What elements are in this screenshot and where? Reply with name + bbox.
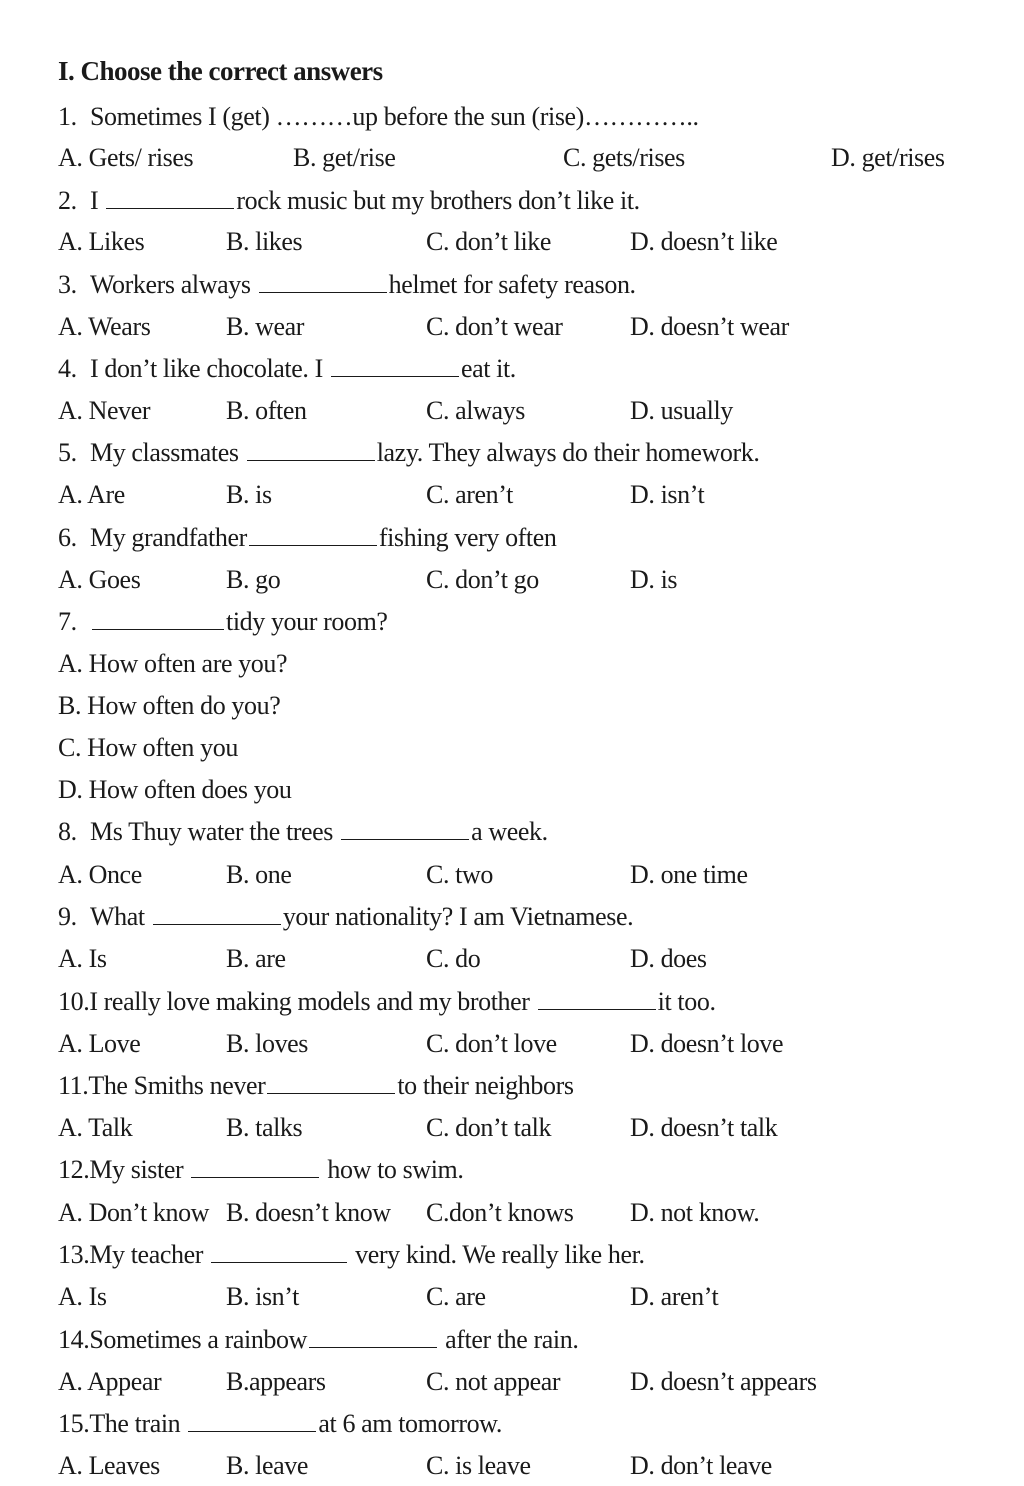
question-number: 8. bbox=[58, 817, 77, 846]
question-text: Workers always bbox=[90, 270, 257, 299]
answer-blank[interactable] bbox=[188, 1411, 316, 1432]
option-b[interactable]: B. wear bbox=[226, 312, 305, 341]
question-number: 14. bbox=[58, 1325, 90, 1354]
answer-blank[interactable] bbox=[267, 1073, 395, 1094]
question-13 bbox=[58, 1235, 645, 1275]
option-a[interactable]: A. Are bbox=[58, 480, 125, 509]
option-d[interactable]: D. is bbox=[630, 565, 678, 594]
option-c[interactable]: C. do bbox=[426, 944, 481, 973]
question-text: very kind. We really like her. bbox=[349, 1240, 645, 1269]
question-number: 12. bbox=[58, 1155, 90, 1184]
option-b[interactable]: B. get/rise bbox=[293, 143, 396, 172]
option-d[interactable]: D. doesn’t wear bbox=[630, 312, 789, 341]
option-d[interactable]: D. doesn’t talk bbox=[630, 1113, 778, 1142]
question-dots: ………….. bbox=[583, 102, 699, 131]
question-text: Sometimes a rainbow bbox=[89, 1325, 308, 1354]
question-number: 13. bbox=[58, 1240, 90, 1269]
option-a[interactable]: A. Likes bbox=[58, 227, 145, 256]
question-text: The Smiths never bbox=[88, 1071, 266, 1100]
question-11 bbox=[58, 1066, 574, 1106]
question-7 bbox=[58, 602, 388, 642]
question-text: your nationality? I am Vietnamese. bbox=[282, 902, 634, 931]
answer-blank[interactable] bbox=[191, 1157, 319, 1178]
question-number: 4. bbox=[58, 354, 77, 383]
option-b[interactable]: B. leave bbox=[226, 1451, 308, 1480]
option-d[interactable]: D. not know. bbox=[630, 1198, 760, 1227]
option-d[interactable]: D. aren’t bbox=[630, 1282, 719, 1311]
question-text: I bbox=[90, 186, 105, 215]
answer-blank[interactable] bbox=[331, 356, 459, 377]
option-c[interactable]: C. How often you bbox=[58, 733, 238, 762]
option-a[interactable]: A. Is bbox=[58, 1282, 107, 1311]
question-text: it too. bbox=[657, 987, 716, 1016]
option-a[interactable]: A. Goes bbox=[58, 565, 141, 594]
question-text: The train bbox=[89, 1409, 187, 1438]
option-b[interactable]: B. doesn’t know bbox=[226, 1198, 391, 1227]
option-c[interactable]: C. two bbox=[426, 860, 493, 889]
option-c[interactable]: C.don’t knows bbox=[426, 1198, 574, 1227]
question-text: tidy your room? bbox=[226, 607, 388, 636]
answer-blank[interactable] bbox=[211, 1242, 347, 1263]
question-text: Ms Thuy water the trees bbox=[90, 817, 340, 846]
question-14 bbox=[58, 1320, 578, 1360]
option-b[interactable]: B. likes bbox=[226, 227, 303, 256]
question-number: 1. bbox=[58, 102, 77, 131]
question-text: My sister bbox=[89, 1155, 190, 1184]
question-number: 6. bbox=[58, 523, 77, 552]
option-a[interactable]: A. Appear bbox=[58, 1367, 162, 1396]
question-number: 2. bbox=[58, 186, 77, 215]
option-c[interactable]: C. aren’t bbox=[426, 480, 513, 509]
option-b[interactable]: B. are bbox=[226, 944, 286, 973]
question-text: My grandfather bbox=[90, 523, 247, 552]
answer-blank[interactable] bbox=[538, 989, 656, 1010]
option-b[interactable]: B. one bbox=[226, 860, 292, 889]
option-a[interactable]: A. Love bbox=[58, 1029, 141, 1058]
question-text: helmet for safety reason. bbox=[388, 270, 636, 299]
option-b[interactable]: B. is bbox=[226, 480, 272, 509]
option-d[interactable]: D. don’t leave bbox=[630, 1451, 772, 1480]
question-number: 7. bbox=[58, 607, 77, 636]
question-text: to their neighbors bbox=[397, 1071, 574, 1100]
question-number: 11. bbox=[58, 1071, 89, 1100]
option-c[interactable]: C. always bbox=[426, 396, 525, 425]
answer-blank[interactable] bbox=[92, 609, 224, 630]
option-d[interactable]: D. isn’t bbox=[630, 480, 705, 509]
option-c[interactable]: C. don’t love bbox=[426, 1029, 557, 1058]
question-2 bbox=[58, 181, 640, 221]
question-text: I don’t like chocolate. I bbox=[90, 354, 329, 383]
answer-blank[interactable] bbox=[153, 904, 281, 925]
option-c[interactable]: C. are bbox=[426, 1282, 486, 1311]
option-a[interactable]: A. Once bbox=[58, 860, 142, 889]
option-b[interactable]: B. talks bbox=[226, 1113, 303, 1142]
question-text: eat it. bbox=[460, 354, 516, 383]
option-d[interactable]: D. does bbox=[630, 944, 707, 973]
question-text: I really love making models and my brother bbox=[89, 987, 536, 1016]
question-text: What bbox=[90, 902, 151, 931]
question-number: 5. bbox=[58, 438, 77, 467]
question-text: after the rain. bbox=[439, 1325, 579, 1354]
question-3 bbox=[58, 265, 636, 305]
question-text: how to swim. bbox=[321, 1155, 464, 1184]
option-b[interactable]: B. often bbox=[226, 396, 307, 425]
question-dots: ……… bbox=[275, 102, 353, 131]
question-text: My classmates bbox=[90, 438, 245, 467]
option-c[interactable]: C. gets/rises bbox=[563, 143, 685, 172]
question-text: at 6 am tomorrow. bbox=[318, 1409, 502, 1438]
option-c[interactable]: C. don’t talk bbox=[426, 1113, 552, 1142]
question-10 bbox=[58, 982, 716, 1022]
option-c[interactable]: C. don’t wear bbox=[426, 312, 563, 341]
question-number: 10. bbox=[58, 987, 90, 1016]
section-title: I. Choose the correct answers bbox=[58, 56, 383, 86]
question-text: My teacher bbox=[89, 1240, 210, 1269]
option-a[interactable]: A. Is bbox=[58, 944, 107, 973]
option-b[interactable]: B. go bbox=[226, 565, 281, 594]
option-d[interactable]: D. one time bbox=[630, 860, 748, 889]
question-text: up before the sun (rise) bbox=[352, 102, 584, 131]
option-b[interactable]: B. How often do you? bbox=[58, 691, 281, 720]
question-8 bbox=[58, 812, 548, 852]
answer-blank[interactable] bbox=[309, 1327, 437, 1348]
answer-blank[interactable] bbox=[341, 819, 469, 840]
question-text: lazy. They always do their homework. bbox=[376, 438, 760, 467]
answer-blank[interactable] bbox=[249, 525, 377, 546]
option-c[interactable]: C. don’t go bbox=[426, 565, 539, 594]
option-b[interactable]: B.appears bbox=[226, 1367, 326, 1396]
answer-blank[interactable] bbox=[259, 272, 387, 293]
question-9 bbox=[58, 897, 633, 937]
question-12 bbox=[58, 1150, 463, 1190]
option-a[interactable]: A. Talk bbox=[58, 1113, 133, 1142]
option-a[interactable]: A. Gets/ rises bbox=[58, 143, 194, 172]
question-1 bbox=[58, 97, 699, 137]
question-text: rock music but my brothers don’t like it. bbox=[236, 186, 640, 215]
option-b[interactable]: B. loves bbox=[226, 1029, 309, 1058]
question-6 bbox=[58, 518, 557, 558]
option-a[interactable]: A. Don’t know bbox=[58, 1198, 210, 1227]
question-text: fishing very often bbox=[378, 523, 557, 552]
question-4 bbox=[58, 349, 516, 389]
answer-blank[interactable] bbox=[106, 188, 234, 209]
option-c[interactable]: C. don’t like bbox=[426, 227, 552, 256]
option-a[interactable]: A. Wears bbox=[58, 312, 151, 341]
answer-blank[interactable] bbox=[247, 440, 375, 461]
option-d[interactable]: D. doesn’t like bbox=[630, 227, 778, 256]
question-number: 15. bbox=[58, 1409, 90, 1438]
option-b[interactable]: B. isn’t bbox=[226, 1282, 299, 1311]
question-number: 3. bbox=[58, 270, 77, 299]
option-d[interactable]: D. doesn’t love bbox=[630, 1029, 784, 1058]
option-a[interactable]: A. How often are you? bbox=[58, 649, 288, 678]
question-text: Sometimes I (get) bbox=[90, 102, 276, 131]
option-c[interactable]: C. not appear bbox=[426, 1367, 561, 1396]
option-d[interactable]: D. get/rises bbox=[831, 143, 945, 172]
question-text: a week. bbox=[471, 817, 548, 846]
question-number: 9. bbox=[58, 902, 77, 931]
option-c[interactable]: C. is leave bbox=[426, 1451, 531, 1480]
option-a[interactable]: A. Leaves bbox=[58, 1451, 160, 1480]
question-5 bbox=[58, 433, 759, 473]
option-d[interactable]: D. doesn’t appears bbox=[630, 1367, 817, 1396]
option-d[interactable]: D. How often does you bbox=[58, 775, 292, 804]
option-a[interactable]: A. Never bbox=[58, 396, 151, 425]
question-15 bbox=[58, 1404, 502, 1444]
option-d[interactable]: D. usually bbox=[630, 396, 733, 425]
